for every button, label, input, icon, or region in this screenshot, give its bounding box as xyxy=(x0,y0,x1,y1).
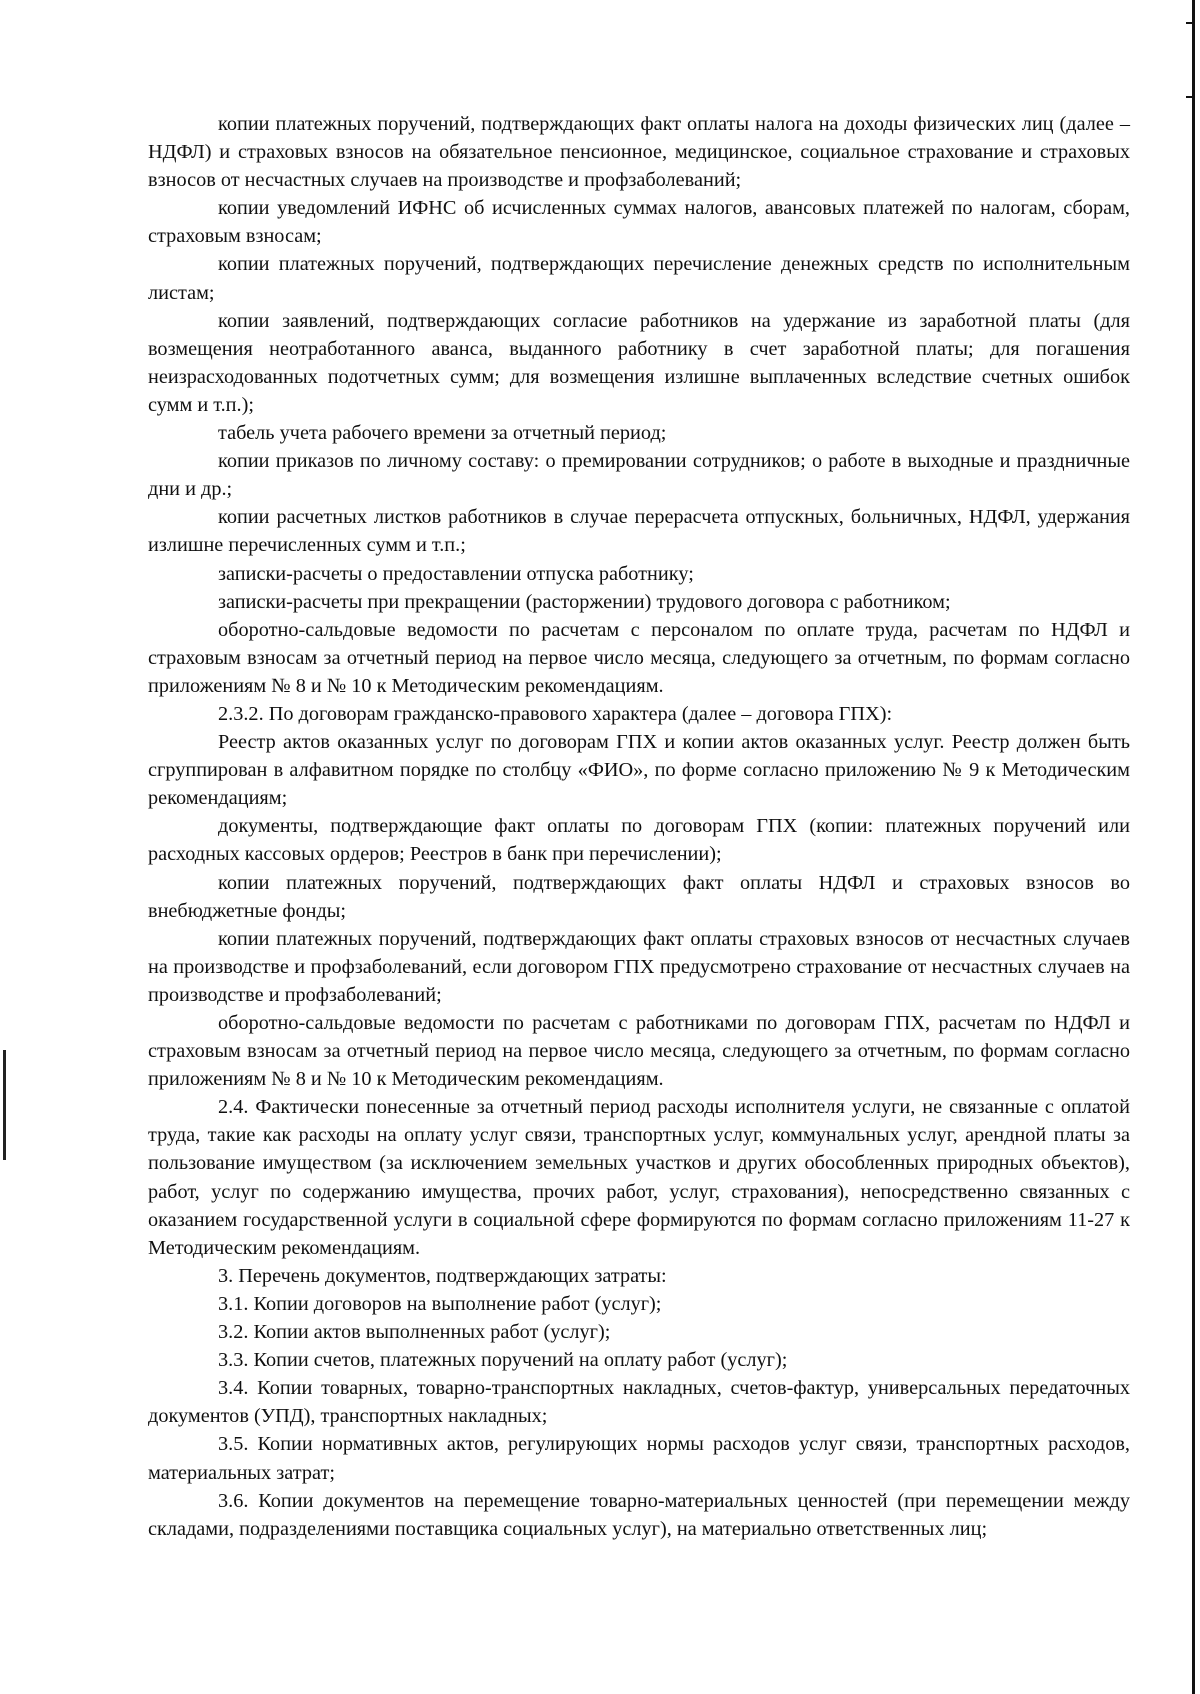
scan-tick xyxy=(1186,96,1192,98)
paragraph: копии приказов по личному составу: о премировании сотрудников; о работе в выходные и праздничные дни и др.; xyxy=(148,450,1130,501)
section-heading: 3. Перечень документов, подтверждающих затраты: xyxy=(218,1264,667,1287)
scan-mark-left xyxy=(3,1050,6,1160)
paragraph: копии уведомлений ИФНС об исчисленных суммах налогов, авансовых платежей по налогам, сборам, страховым взносам; xyxy=(148,197,1130,248)
paragraph: копии расчетных листков работников в случае перерасчета отпускных, больничных, НДФЛ, удержания излишне перечисленных сумм и т.п.; xyxy=(148,506,1130,557)
paragraph: Реестр актов оказанных услуг по договорам ГПХ и копии актов оказанных услуг. Реестр должен быть сгруппирован в алфавитном порядке по столбцу «ФИО», по форме согласно приложению № 9 к Методическим рекомендациям; xyxy=(148,731,1130,810)
paragraph: копии заявлений, подтверждающих согласие работников на удержание из заработной платы (для возмещения неотработанного аванса, выданного работнику в счет заработной платы; для погашения неизрасходованных подотчетных сумм; для возмещения излишне выплаченных вследствие счетных ошибок сумм и т.п.); xyxy=(148,309,1130,416)
paragraph: 2.4. Фактически понесенные за отчетный период расходы исполнителя услуги, не связанные с оплатой труда, такие как расходы на оплату услуг связи, транспортных услуг, коммунальных услуг, арендной платы за пользование имуществом (за исключением земельных участков и других обособленных природных объектов), работ, услуг по содержанию имущества, прочих работ, услуг, страхования), непосредственно связанных с оказанием государственной услуги в социальной сфере формируются по формам согласно приложениям 11-27 к Методическим рекомендациям. xyxy=(148,1096,1130,1259)
paragraph: копии платежных поручений, подтверждающих факт оплаты НДФЛ и страховых взносов во внебюджетные фонды; xyxy=(148,871,1130,922)
list-item: 3.3. Копии счетов, платежных поручений на оплату работ (услуг); xyxy=(218,1349,788,1372)
list-item: 3.1. Копии договоров на выполнение работ (услуг); xyxy=(218,1292,662,1315)
paragraph: записки-расчеты при прекращении (расторжении) трудового договора с работником; xyxy=(218,590,951,613)
paragraph: документы, подтверждающие факт оплаты по договорам ГПХ (копии: платежных поручений или расходных кассовых ордеров; Реестров в банк при перечислении); xyxy=(148,815,1130,866)
paragraph: оборотно-сальдовые ведомости по расчетам с работниками по договорам ГПХ, расчетам по НДФЛ и страховым взносам за отчетный период на первое число месяца, следующего за отчетным, по формам согласно приложениям № 8 и № 10 к Методическим рекомендациям. xyxy=(148,1012,1130,1091)
paragraph: табель учета рабочего времени за отчетный период; xyxy=(218,422,667,445)
paragraph: записки-расчеты о предоставлении отпуска работнику; xyxy=(218,562,694,585)
paragraph: копии платежных поручений, подтверждающих факт оплаты налога на доходы физических лиц (далее – НДФЛ) и страховых взносов на обязательное пенсионное, медицинское, социальное страхование и страховых взносов от несчастных случаев на производстве и профзаболеваний; xyxy=(148,113,1130,192)
paragraph: копии платежных поручений, подтверждающих перечисление денежных средств по исполнительным листам; xyxy=(148,253,1130,304)
document-body xyxy=(148,110,1130,1543)
paragraph: копии платежных поручений, подтверждающих факт оплаты страховых взносов от несчастных случаев на производстве и профзаболеваний, если договором ГПХ предусмотрено страхование от несчастных случаев на производстве и профзаболеваний; xyxy=(148,927,1130,1006)
list-item: 3.4. Копии товарных, товарно-транспортных накладных, счетов-фактур, универсальных передаточных документов (УПД), транспортных накладных; xyxy=(148,1377,1130,1428)
scan-tick xyxy=(1186,22,1192,24)
section-heading: 2.3.2. По договорам гражданско-правового характера (далее – договора ГПХ): xyxy=(218,702,893,725)
scan-border-right xyxy=(1192,0,1195,1694)
list-item: 3.2. Копии актов выполненных работ (услуг); xyxy=(218,1321,611,1344)
list-item: 3.5. Копии нормативных актов, регулирующих нормы расходов услуг связи, транспортных расходов, материальных затрат; xyxy=(148,1433,1130,1484)
paragraph: оборотно-сальдовые ведомости по расчетам с персоналом по оплате труда, расчетам по НДФЛ и страховым взносам за отчетный период на первое число месяца, следующего за отчетным, по формам согласно приложениям № 8 и № 10 к Методическим рекомендациям. xyxy=(148,618,1130,697)
list-item: 3.6. Копии документов на перемещение товарно-материальных ценностей (при перемещении между складами, подразделениями поставщика социальных услуг), на материально ответственных лиц; xyxy=(148,1489,1130,1540)
